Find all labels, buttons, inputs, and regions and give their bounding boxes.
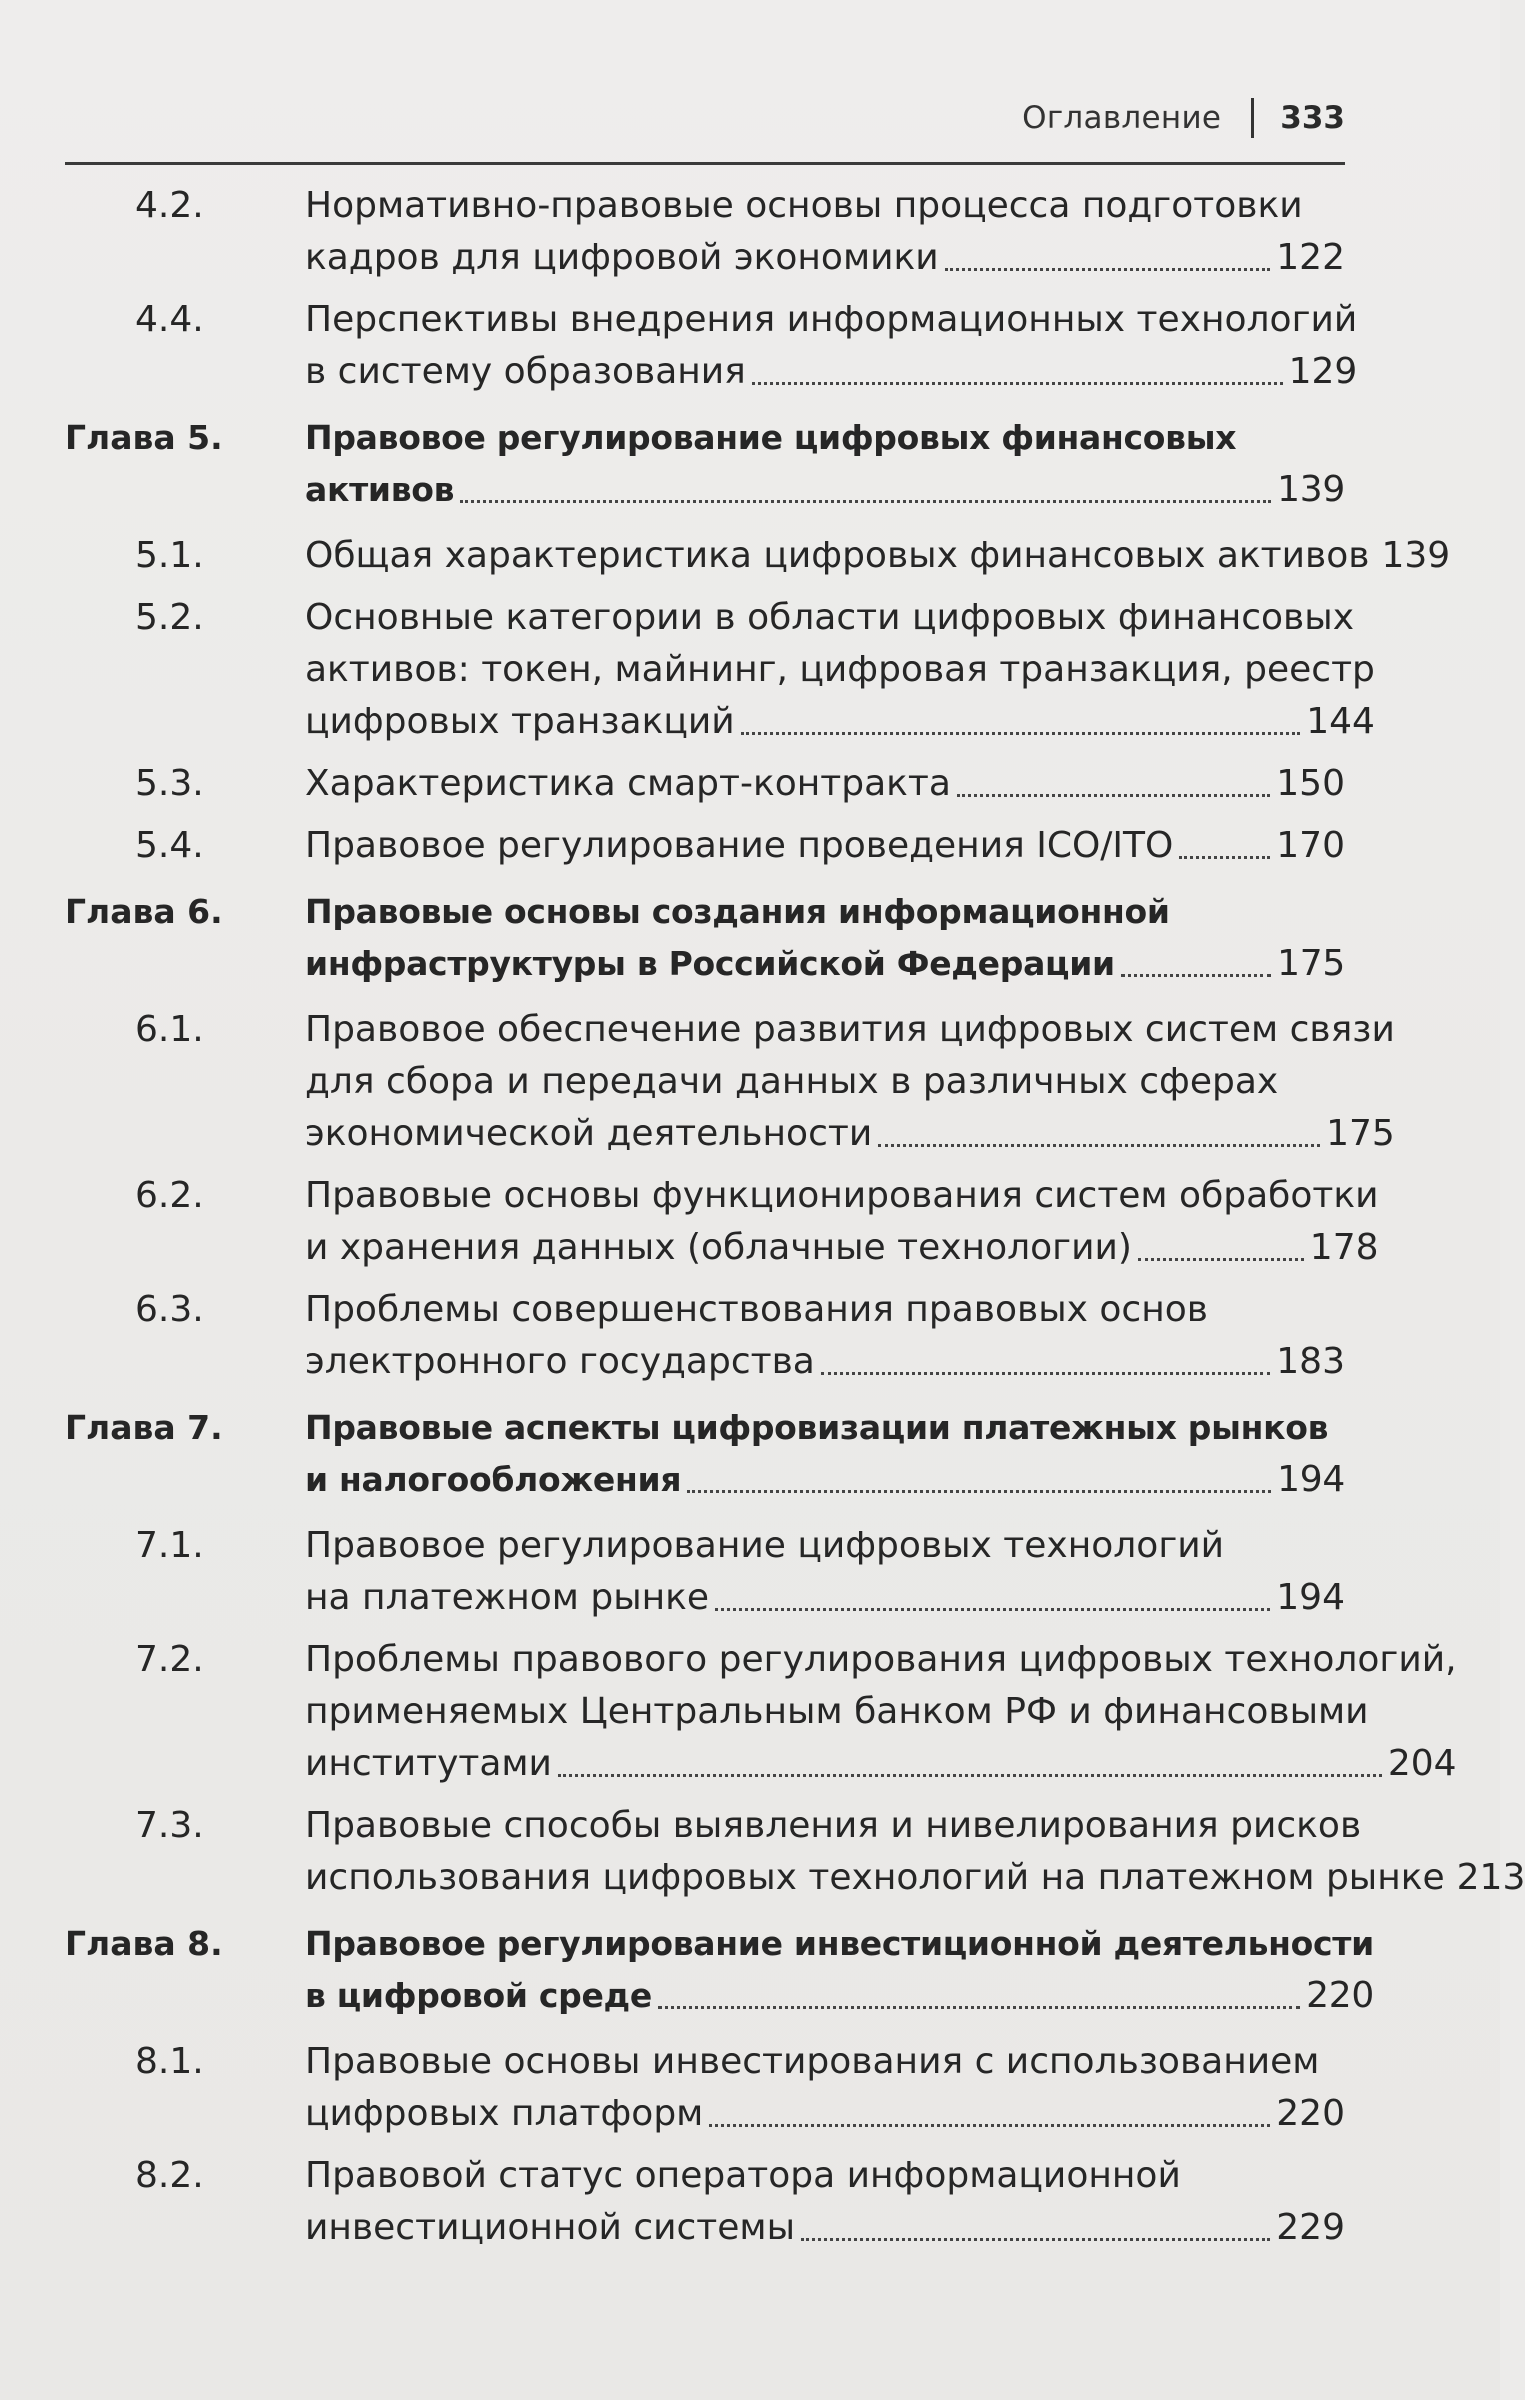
toc-title-last-line	[305, 938, 1345, 990]
running-header	[65, 92, 1345, 165]
toc-chapter	[65, 886, 1345, 990]
toc-title-line: активов	[305, 470, 455, 509]
toc-title-last-line	[305, 1970, 1374, 2022]
toc-title-line: инфраструктуры в Российской Федерации	[305, 944, 1115, 983]
toc-page-number: 139	[1277, 469, 1345, 510]
toc-title-line: институтами	[305, 1743, 552, 1784]
toc-title-line: цифровых платформ	[305, 2093, 704, 2134]
entry-spacer	[65, 1506, 1345, 1520]
toc-entry-title	[245, 412, 1345, 516]
toc-entry-title	[245, 530, 1450, 582]
toc-title-line: использования цифровых технологий на платежном рынке	[305, 1857, 1445, 1898]
dot-leader	[709, 2088, 1270, 2127]
toc-title-last-line	[305, 758, 1345, 810]
dot-leader	[945, 232, 1271, 271]
toc-title-line: в цифровой среде	[305, 1976, 652, 2015]
toc-title-line: Правовое регулирование цифровых финансовых	[305, 418, 1237, 457]
toc-title-line: применяемых Центральным банком РФ и финансовыми	[305, 1691, 1369, 1732]
dot-leader	[1121, 938, 1271, 977]
entry-spacer	[65, 1790, 1345, 1800]
dot-leader	[1138, 1222, 1304, 1261]
toc-title-last-line	[305, 1108, 1395, 1160]
dot-leader	[687, 1454, 1271, 1493]
toc-entry-title	[245, 820, 1345, 872]
dot-leader	[801, 2202, 1270, 2241]
toc-entry-title	[245, 758, 1345, 810]
toc-title-last-line	[305, 346, 1357, 398]
toc-entry-number: 7.1.	[135, 1525, 204, 1566]
toc-entry-title	[245, 2036, 1345, 2140]
toc-entry-title	[245, 1170, 1379, 1274]
toc-section	[65, 1520, 1345, 1624]
toc-entry-title	[245, 1800, 1525, 1904]
toc-title-line: и хранения данных (облачные технологии)	[305, 1227, 1132, 1268]
toc-title-line: Правовые основы создания информационной	[305, 892, 1170, 931]
toc-entry-title	[245, 1520, 1345, 1624]
toc-entry-number: 8.2.	[135, 2155, 204, 2196]
table-of-contents	[65, 180, 1525, 2264]
toc-title-line: на платежном рынке	[305, 1577, 710, 1618]
toc-title-line: кадров для цифровой экономики	[305, 237, 939, 278]
entry-spacer	[65, 872, 1345, 886]
toc-section	[65, 180, 1345, 284]
toc-entry-title	[245, 1284, 1345, 1388]
entry-spacer	[65, 1274, 1345, 1284]
entry-spacer	[65, 810, 1345, 820]
toc-entry-number: Глава 8.	[65, 1924, 223, 1963]
toc-section	[65, 1004, 1395, 1160]
dot-leader	[715, 1572, 1270, 1611]
toc-page-number: 194	[1277, 1459, 1345, 1500]
toc-title-line: Проблемы совершенствования правовых основ	[305, 1289, 1208, 1330]
toc-page-number: 122	[1276, 237, 1345, 278]
toc-entry-number: 6.2.	[135, 1175, 204, 1216]
toc-page-number: 150	[1276, 763, 1345, 804]
toc-title-line: Правовые способы выявления и нивелирования рисков	[305, 1805, 1362, 1846]
toc-title-line: экономической деятельности	[305, 1113, 873, 1154]
toc-page-number: 220	[1306, 1975, 1374, 2016]
toc-title-last-line	[305, 1336, 1345, 1388]
toc-section	[65, 820, 1345, 872]
entry-spacer	[65, 2140, 1345, 2150]
toc-entry-number: 6.1.	[135, 1009, 204, 1050]
toc-entry-number: 6.3.	[135, 1289, 204, 1330]
header-page-number: 333	[1280, 100, 1345, 136]
toc-title-line: Правовое регулирование проведения ICO/ITO	[305, 825, 1174, 866]
toc-entry-title	[245, 1918, 1374, 2022]
toc-page-number: 175	[1326, 1113, 1395, 1154]
toc-entry-title	[245, 2150, 1345, 2254]
toc-entry-number: 7.2.	[135, 1639, 204, 1680]
dot-leader	[658, 1970, 1300, 2009]
toc-entry-title	[245, 1634, 1457, 1790]
toc-section	[65, 758, 1345, 810]
toc-chapter	[65, 1402, 1345, 1506]
toc-title-line: Перспективы внедрения информационных технологий	[305, 299, 1358, 340]
entry-spacer	[65, 582, 1345, 592]
entry-spacer	[65, 398, 1345, 412]
entry-spacer	[65, 1388, 1345, 1402]
toc-title-line: Правовые аспекты цифровизации платежных рынков	[305, 1408, 1329, 1447]
toc-title-line: в систему образования	[305, 351, 746, 392]
toc-section	[65, 1170, 1379, 1274]
toc-page-number: 194	[1276, 1577, 1345, 1618]
dot-leader	[752, 346, 1283, 385]
dot-leader	[460, 464, 1271, 503]
toc-title-line: Основные категории в области цифровых финансовых	[305, 597, 1354, 638]
toc-title-line: инвестиционной системы	[305, 2207, 796, 2248]
toc-entry-title	[245, 1004, 1395, 1160]
toc-title-line: Правовое регулирование инвестиционной деятельности	[305, 1924, 1374, 1963]
toc-page-number: 213	[1456, 1857, 1525, 1898]
dot-leader	[741, 696, 1301, 735]
toc-title-last-line	[305, 232, 1345, 284]
toc-page-number: 229	[1276, 2207, 1345, 2248]
toc-entry-number: 5.1.	[135, 535, 204, 576]
dot-leader	[1179, 820, 1270, 859]
toc-title-last-line	[305, 1454, 1345, 1506]
toc-chapter	[65, 1918, 1374, 2022]
entry-spacer	[65, 2254, 1345, 2264]
toc-section	[65, 1800, 1525, 1904]
toc-title-line: Правовое регулирование цифровых технологий	[305, 1525, 1225, 1566]
toc-page-number: 170	[1276, 825, 1345, 866]
toc-entry-title	[245, 886, 1345, 990]
toc-section	[65, 1284, 1345, 1388]
toc-title-last-line	[305, 1852, 1525, 1904]
entry-spacer	[65, 516, 1345, 530]
entry-spacer	[65, 1160, 1345, 1170]
toc-chapter	[65, 412, 1345, 516]
toc-title-line: электронного государства	[305, 1341, 815, 1382]
entry-spacer	[65, 284, 1345, 294]
toc-title-line: Правовые основы функционирования систем обработки	[305, 1175, 1379, 1216]
toc-page-number: 178	[1309, 1227, 1379, 1268]
toc-page-number: 183	[1276, 1341, 1345, 1382]
toc-title-last-line	[305, 2088, 1345, 2140]
toc-title-last-line	[305, 1572, 1345, 1624]
toc-title-line: цифровых транзакций	[305, 701, 735, 742]
toc-entry-number: Глава 7.	[65, 1408, 223, 1447]
toc-entry-number: 4.2.	[135, 185, 204, 226]
toc-page-number: 204	[1387, 1743, 1457, 1784]
entry-spacer	[65, 1904, 1345, 1918]
toc-title-line: Характеристика смарт-контракта	[305, 763, 951, 804]
toc-title-line: Нормативно-правовые основы процесса подготовки	[305, 185, 1303, 226]
toc-title-line: активов: токен, майнинг, цифровая транзакция, реестр	[305, 649, 1375, 690]
toc-title-line: Правовое обеспечение развития цифровых систем связи	[305, 1009, 1395, 1050]
toc-entry-number: 5.2.	[135, 597, 204, 638]
toc-page-number: 220	[1276, 2093, 1345, 2134]
toc-section	[65, 2150, 1345, 2254]
toc-title-last-line	[305, 530, 1450, 582]
toc-title-last-line	[305, 696, 1375, 748]
toc-page-number: 144	[1306, 701, 1375, 742]
toc-entry-number: 5.3.	[135, 763, 204, 804]
toc-title-line: Правовой статус оператора информационной	[305, 2155, 1181, 2196]
toc-title-last-line	[305, 1738, 1457, 1790]
toc-section	[65, 2036, 1345, 2140]
toc-page-number: 139	[1381, 535, 1451, 576]
toc-section	[65, 530, 1451, 582]
dot-leader	[558, 1738, 1382, 1777]
toc-entry-number: 5.4.	[135, 825, 204, 866]
toc-page-number: 175	[1277, 943, 1345, 984]
entry-spacer	[65, 990, 1345, 1004]
entry-spacer	[65, 1624, 1345, 1634]
toc-title-line: Проблемы правового регулирования цифровых технологий,	[305, 1639, 1457, 1680]
header-content	[1022, 98, 1345, 138]
toc-entry-title	[245, 180, 1345, 284]
header-separator	[1251, 98, 1254, 138]
toc-title-last-line	[305, 2202, 1345, 2254]
toc-title-line: Общая характеристика цифровых финансовых активов	[305, 535, 1370, 576]
toc-entry-title	[245, 1402, 1345, 1506]
entry-spacer	[65, 748, 1345, 758]
toc-title-last-line	[305, 464, 1345, 516]
toc-entry-number: Глава 5.	[65, 418, 223, 457]
toc-section	[65, 294, 1358, 398]
toc-title-line: для сбора и передачи данных в различных сферах	[305, 1061, 1279, 1102]
toc-section	[65, 1634, 1457, 1790]
toc-entry-number: Глава 6.	[65, 892, 223, 931]
toc-title-last-line	[305, 1222, 1379, 1274]
dot-leader	[957, 758, 1270, 797]
toc-entry-number: 7.3.	[135, 1805, 204, 1846]
toc-entry-title	[245, 592, 1375, 748]
toc-title-line: Правовые основы инвестирования с использованием	[305, 2041, 1320, 2082]
toc-page-number: 129	[1288, 351, 1358, 392]
dot-leader	[821, 1336, 1270, 1375]
toc-entry-title	[245, 294, 1357, 398]
entry-spacer	[65, 2022, 1345, 2036]
toc-entry-number: 4.4.	[135, 299, 204, 340]
toc-section	[65, 592, 1375, 748]
toc-title-line: и налогообложения	[305, 1460, 682, 1499]
header-title: Оглавление	[1022, 100, 1222, 136]
toc-entry-number: 8.1.	[135, 2041, 204, 2082]
toc-title-last-line	[305, 820, 1345, 872]
dot-leader	[878, 1108, 1320, 1147]
